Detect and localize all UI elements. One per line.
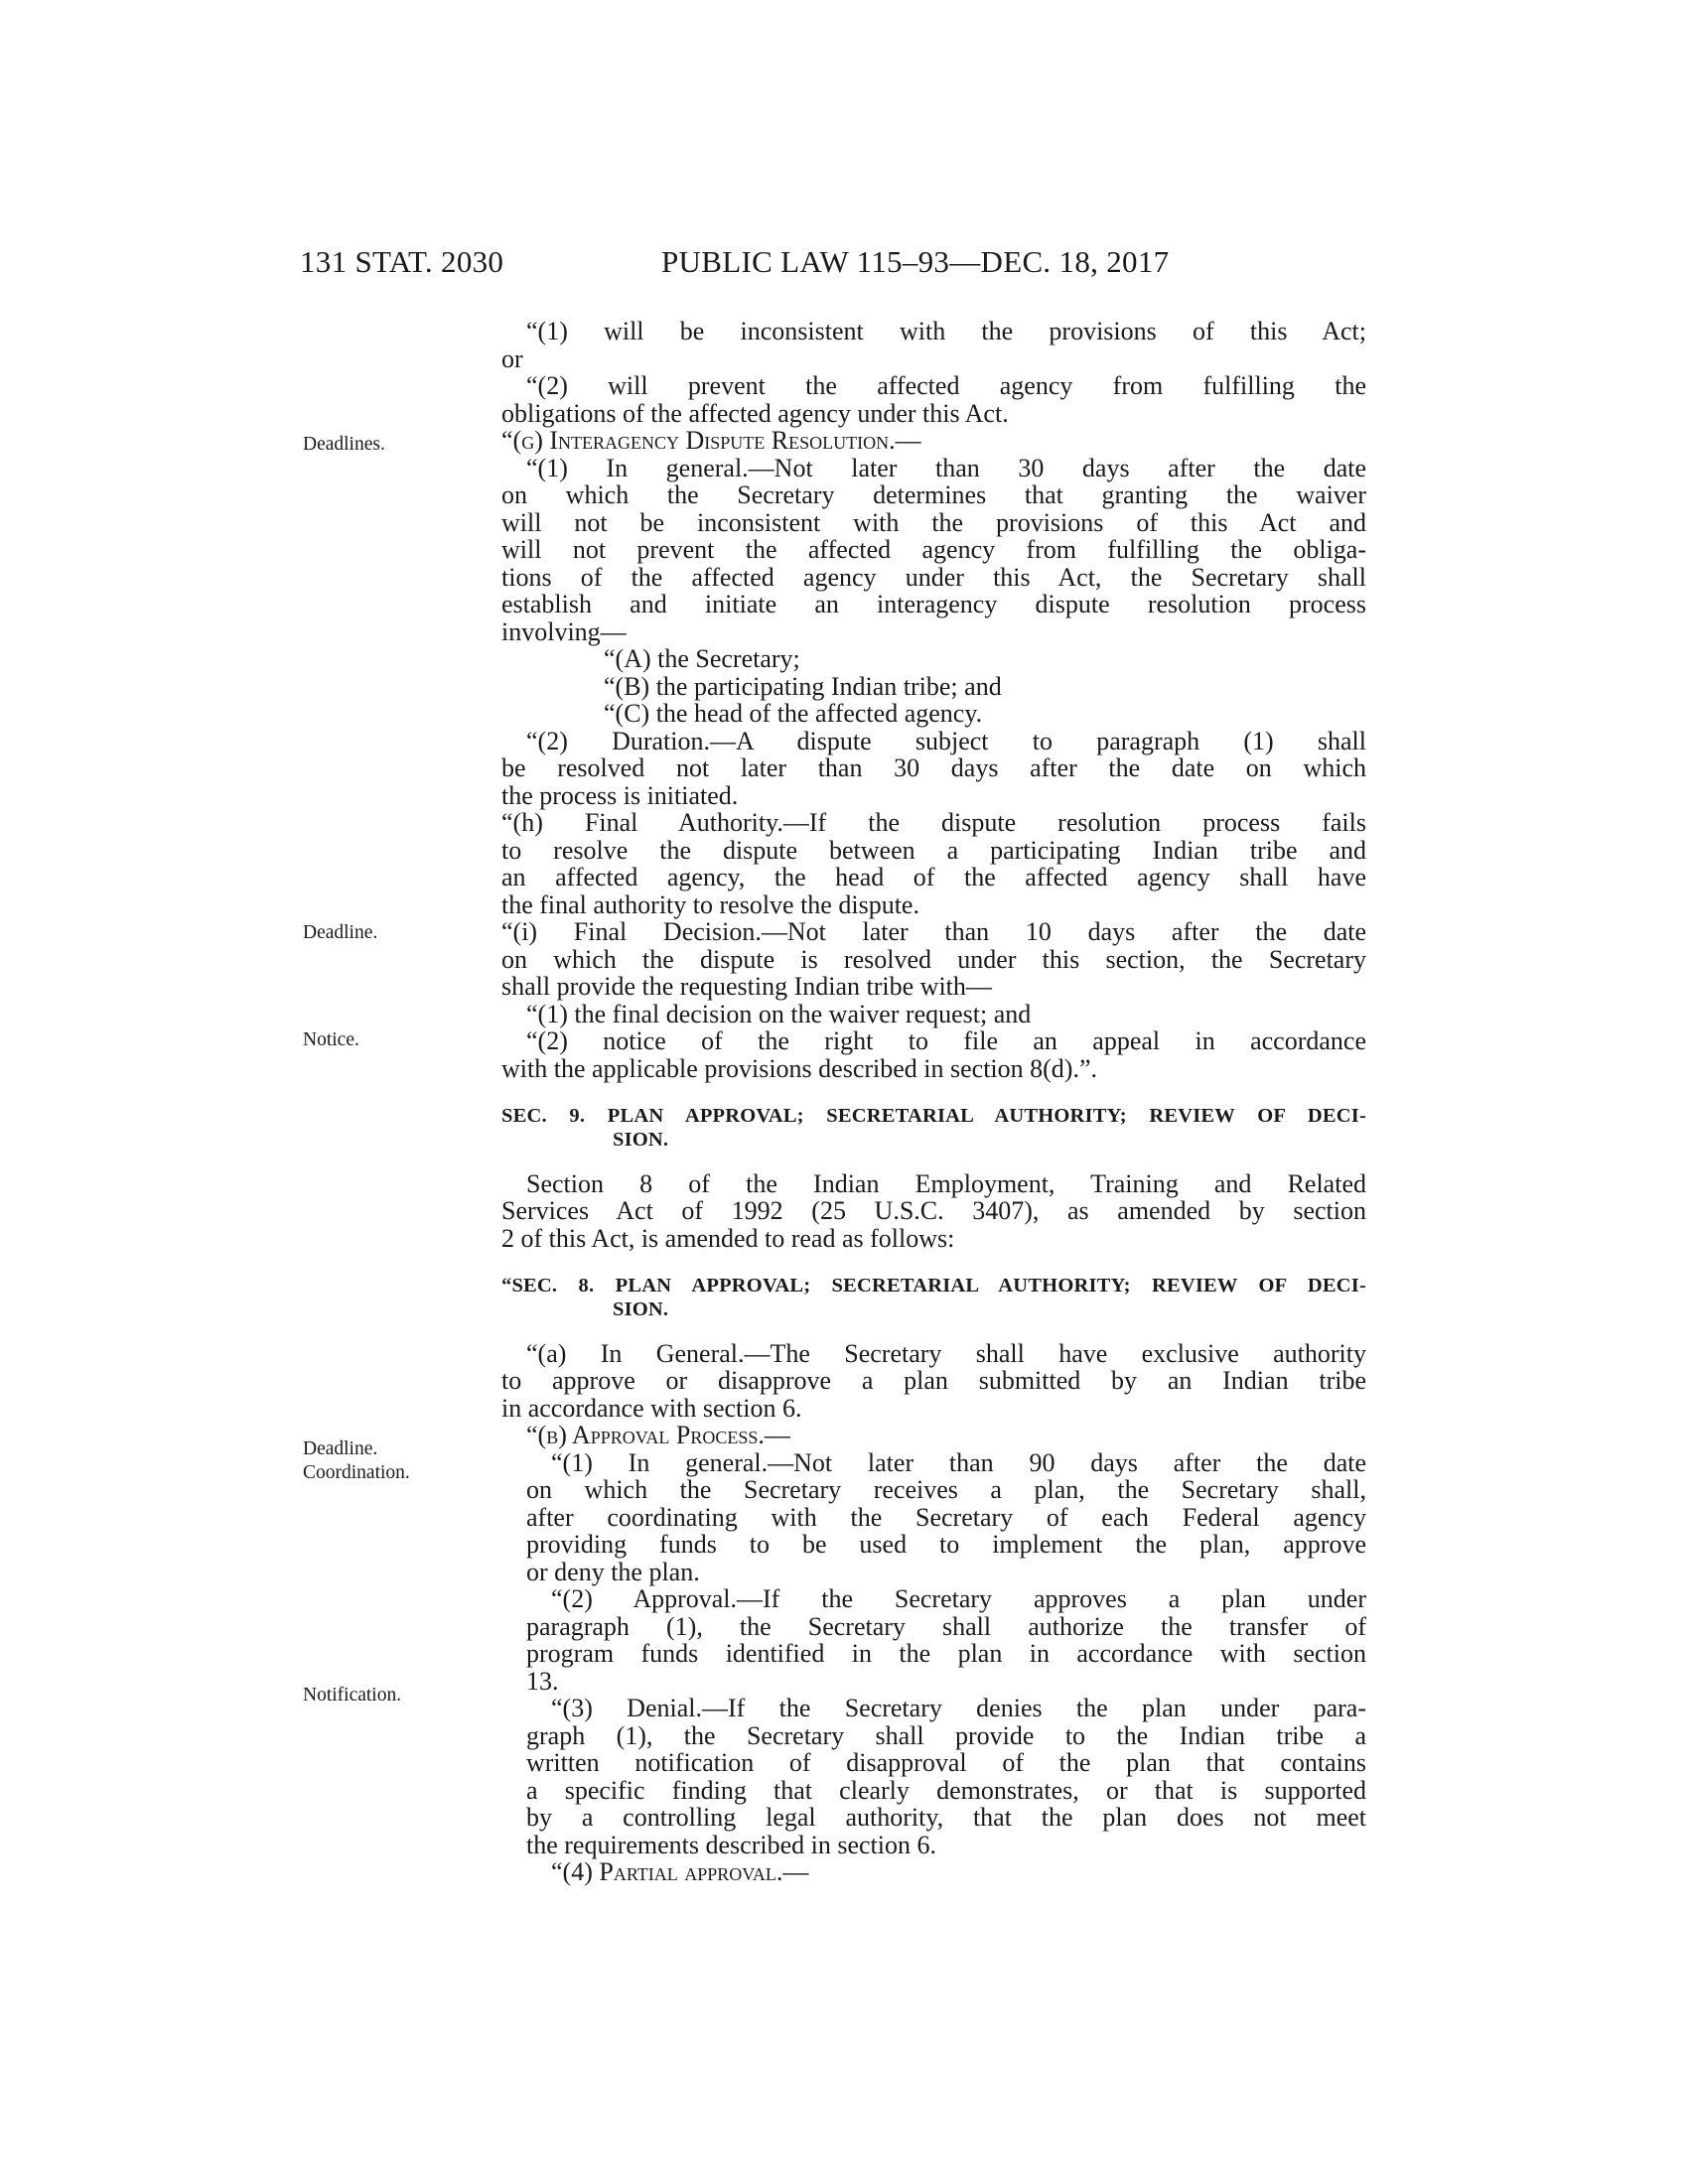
margin-note-deadline: Deadline.: [303, 922, 378, 943]
text-line: “(2) will prevent the affected agency from fulfilling the: [526, 371, 1366, 400]
text-line: the process is initiated.: [501, 781, 739, 810]
text-line: on which the Secretary receives a plan, the Secretary shall,: [526, 1475, 1366, 1504]
margin-note-deadline-2: Deadline.: [303, 1438, 378, 1459]
text-line: shall provide the requesting Indian tribe with—: [501, 972, 992, 1001]
text-line: written notification of disapproval of the plan that contains: [526, 1748, 1366, 1777]
text-line: “(a) In General.—The Secretary shall have exclusive authority: [526, 1339, 1366, 1368]
subsection-heading: “(b) Approval Process.—: [526, 1421, 790, 1449]
text-line: “(1) the final decision on the waiver request; and: [526, 1000, 1032, 1028]
text-line: will not prevent the affected agency from fulfilling the obliga-: [501, 535, 1366, 564]
text-line: on which the dispute is resolved under this section, the Secretary: [501, 945, 1366, 974]
text-line: Section 8 of the Indian Employment, Training and Related: [526, 1169, 1366, 1198]
text-line: 2 of this Act, is amended to read as follows:: [501, 1224, 955, 1253]
subsection-heading: “(g) Interagency Dispute Resolution.—: [501, 426, 921, 455]
text-line: “(A) the Secretary;: [604, 644, 800, 673]
section-heading-sec-9-cont: SION.: [613, 1129, 669, 1151]
text-line: “(B) the participating Indian tribe; and: [604, 672, 1002, 701]
text-line: “(1) will be inconsistent with the provisions of this Act;: [526, 317, 1366, 345]
margin-note-coordination: Coordination.: [303, 1462, 410, 1483]
text-line: graph (1), the Secretary shall provide to the Indian tribe a: [526, 1721, 1366, 1750]
text-line: 13.: [526, 1667, 559, 1696]
text-line: involving—: [501, 617, 627, 646]
text-line: “(2) Approval.—If the Secretary approves a plan under: [551, 1584, 1366, 1613]
section-heading-sec-8-cont: SION.: [613, 1298, 669, 1320]
text-line: will not be inconsistent with the provisions of this Act and: [501, 508, 1366, 537]
text-line: providing funds to be used to implement the plan, approve: [526, 1530, 1366, 1559]
text-line: “(3) Denial.—If the Secretary denies the plan under para-: [551, 1694, 1366, 1722]
text-line: an affected agency, the head of the affected agency shall have: [501, 863, 1366, 891]
text-line: “(h) Final Authority.—If the dispute resolution process fails: [501, 808, 1366, 837]
page-number-stat: 131 STAT. 2030: [300, 244, 504, 279]
margin-note-deadlines: Deadlines.: [303, 434, 385, 455]
text-line: be resolved not later than 30 days after the date on which: [501, 753, 1366, 782]
text-line: program funds identified in the plan in accordance with section: [526, 1639, 1366, 1668]
text-line: “(2) Duration.—A dispute subject to paragraph (1) shall: [526, 727, 1366, 755]
text-line: in accordance with section 6.: [501, 1394, 802, 1423]
text-line: “(i) Final Decision.—Not later than 10 days after the date: [501, 917, 1366, 946]
text-line: to resolve the dispute between a participating Indian tribe and: [501, 836, 1366, 865]
section-heading-sec-8: “SEC. 8. PLAN APPROVAL; SECRETARIAL AUTHORITY; REVIEW OF DECI-: [501, 1275, 1366, 1297]
margin-note-notice: Notice.: [303, 1029, 359, 1050]
text-line: the requirements described in section 6.: [526, 1831, 936, 1859]
text-line: or: [501, 344, 523, 373]
text-line: establish and initiate an interagency dispute resolution process: [501, 590, 1366, 618]
text-line: on which the Secretary determines that granting the waiver: [501, 480, 1366, 509]
text-line: a specific finding that clearly demonstrates, or that is supported: [526, 1776, 1366, 1805]
text-line: “(1) In general.—Not later than 30 days after the date: [526, 454, 1366, 482]
text-line: by a controlling legal authority, that the plan does not meet: [526, 1803, 1366, 1832]
margin-note-notification: Notification.: [303, 1685, 402, 1706]
text-line: the final authority to resolve the dispute.: [501, 890, 919, 919]
text-line: with the applicable provisions described in section 8(d).”.: [501, 1054, 1098, 1083]
text-line: paragraph (1), the Secretary shall authorize the transfer of: [526, 1612, 1366, 1641]
text-line: or deny the plan.: [526, 1558, 700, 1586]
text-line: after coordinating with the Secretary of each Federal agency: [526, 1503, 1366, 1532]
subsection-heading: “(4) Partial approval.—: [551, 1857, 809, 1886]
text-line: to approve or disapprove a plan submitted by an Indian tribe: [501, 1366, 1366, 1395]
text-line: “(2) notice of the right to file an appeal in accordance: [526, 1026, 1366, 1055]
text-line: “(C) the head of the affected agency.: [604, 699, 983, 728]
text-line: obligations of the affected agency under this Act.: [501, 399, 1009, 428]
running-head: PUBLIC LAW 115–93—DEC. 18, 2017: [661, 244, 1170, 279]
text-line: Services Act of 1992 (25 U.S.C. 3407), as amended by section: [501, 1196, 1366, 1225]
text-line: “(1) In general.—Not later than 90 days after the date: [551, 1448, 1366, 1477]
section-heading-sec-9: SEC. 9. PLAN APPROVAL; SECRETARIAL AUTHORITY; REVIEW OF DECI-: [501, 1105, 1366, 1127]
text-line: tions of the affected agency under this Act, the Secretary shall: [501, 563, 1366, 592]
